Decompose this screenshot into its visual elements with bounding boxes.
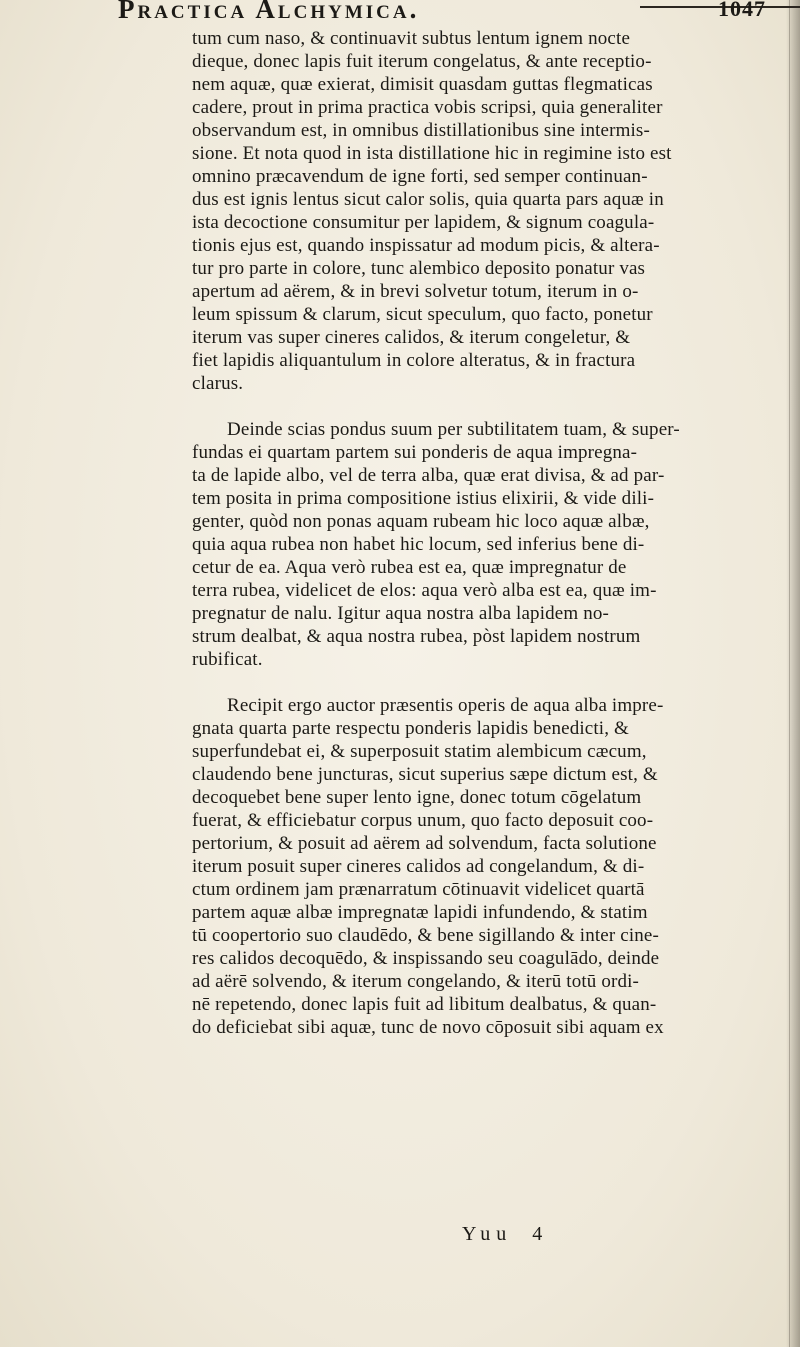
text-line: res calidos decoquēdo, & inspissando seu coagulādo, deinde	[192, 948, 660, 969]
signature-letters: Yuu	[462, 1223, 513, 1245]
text-line: nem aquæ, quæ exierat, dimisit quasdam guttas flegmaticas	[192, 74, 653, 95]
text-line: tur pro parte in colore, tunc alembico deposito ponatur vas	[192, 258, 646, 279]
text-line: nē repetendo, donec lapis fuit ad libitum dealbatus, & quan-	[192, 994, 657, 1015]
text-line: observandum est, in omnibus distillationibus sine intermis-	[192, 120, 650, 141]
text-line: ista decoctione consumitur per lapidem, & signum coagula-	[192, 212, 655, 233]
text-line: claudendo bene juncturas, sicut superius sæpe dictum est, &	[192, 764, 658, 785]
text-line: sione. Et nota quod in ista distillatione hic in regimine isto est	[192, 143, 672, 164]
text-line: ad aërē solvendo, & iterum congelando, & iterū totū ordi-	[192, 971, 640, 992]
text-line: leum spissum & clarum, sicut speculum, quo facto, ponetur	[192, 304, 653, 325]
text-line: iterum vas super cineres calidos, & iterum congeletur, &	[192, 327, 631, 348]
paragraph-gap	[192, 671, 798, 694]
text-line: do deficiebat sibi aquæ, tunc de novo cōposuit sibi aquam ex	[192, 1017, 664, 1038]
text-line: rubificat.	[192, 649, 263, 670]
text-line: genter, quòd non ponas aquam rubeam hic loco aquæ albæ,	[192, 511, 650, 532]
text-line: tū coopertorio suo claudēdo, & bene sigillando & inter cine-	[192, 925, 659, 946]
text-line: fiet lapidis aliquantulum in colore alteratus, & in fractura	[192, 350, 636, 371]
running-title: Practica Alchymica.	[118, 0, 420, 24]
text-line: decoquebet bene super lento igne, donec totum cōgelatum	[192, 787, 642, 808]
text-line: dus est ignis lentus sicut calor solis, quia quarta pars aquæ in	[192, 189, 664, 210]
text-line: ctum ordinem jam prænarratum cōtinuavit videlicet quartā	[192, 879, 645, 900]
text-line: fundas ei quartam partem sui ponderis de aqua impregna-	[192, 442, 638, 463]
text-line: strum dealbat, & aqua nostra rubea, pòst lapidem nostrum	[192, 626, 641, 647]
text-line: terra rubea, videlicet de elos: aqua verò alba est ea, quæ im-	[192, 580, 657, 601]
text-line: iterum posuit super cineres calidos ad congelandum, & di-	[192, 856, 645, 877]
text-line: ta de lapide albo, vel de terra alba, quæ erat divisa, & ad par-	[192, 465, 665, 486]
paragraph-gap	[192, 395, 798, 418]
text-line: dieque, donec lapis fuit iterum congelatus, & ante receptio-	[192, 51, 652, 72]
signature-mark	[462, 1223, 548, 1246]
text-line: tem posita in prima compositione istius elixirii, & vide dili-	[192, 488, 655, 509]
signature-number: 4	[532, 1223, 549, 1245]
text-line: tionis ejus est, quando inspissatur ad modum picis, & altera-	[192, 235, 660, 256]
text-line: gnata quarta parte respectu ponderis lapidis benedicti, &	[192, 718, 629, 739]
text-line: omnino præcavendum de igne forti, sed semper continuan-	[192, 166, 648, 187]
text-line: tum cum naso, & continuavit subtus lentum ignem nocte	[192, 28, 631, 49]
body-text	[192, 27, 798, 1039]
text-line: quia aqua rubea non habet hic locum, sed inferius bene di-	[192, 534, 645, 555]
text-line: superfundebat ei, & superposuit statim alembicum cæcum,	[192, 741, 647, 762]
text-line: clarus.	[192, 373, 244, 394]
text-line: cetur de ea. Aqua verò rubea est ea, quæ impregnatur de	[192, 557, 627, 578]
text-line: partem aquæ albæ impregnatæ lapidi infundendo, & statim	[192, 902, 648, 923]
running-head	[0, 0, 800, 22]
text-line: Deinde scias pondus suum per subtilitatem tuam, & super-	[227, 419, 680, 440]
text-line: pregnatur de nalu. Igitur aqua nostra alba lapidem no-	[192, 603, 609, 624]
text-line: apertum ad aërem, & in brevi solvetur totum, iterum in o-	[192, 281, 639, 302]
text-line: pertorium, & posuit ad aërem ad solvendum, facta solutione	[192, 833, 657, 854]
text-line: cadere, prout in prima practica vobis scripsi, quia generaliter	[192, 97, 663, 118]
text-line: Recipit ergo auctor præsentis operis de aqua alba impre-	[227, 695, 664, 716]
text-line: fuerat, & efficiebatur corpus unum, quo facto deposuit coo-	[192, 810, 654, 831]
page-number: 1047	[718, 0, 766, 21]
